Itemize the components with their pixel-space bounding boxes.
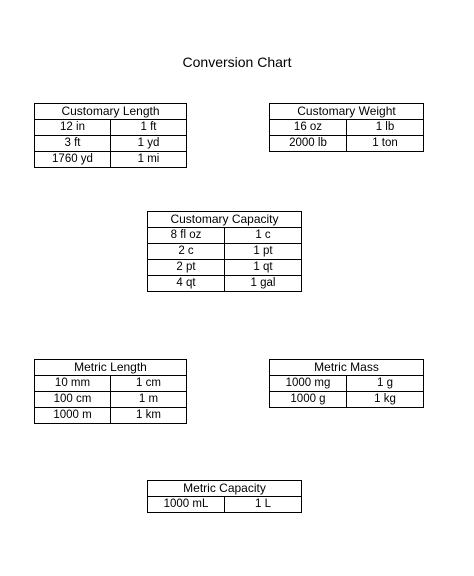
table-row (148, 276, 302, 292)
table-row (35, 120, 187, 136)
table-title: Metric Mass (270, 360, 424, 376)
table-row (35, 152, 187, 168)
from-unit-cell: 2 pt (148, 260, 225, 276)
to-unit-cell: 1 pt (225, 244, 302, 260)
customary-length-table (34, 103, 187, 168)
to-unit-cell: 1 c (225, 228, 302, 244)
from-unit-cell: 4 qt (148, 276, 225, 292)
from-unit-cell: 1760 yd (35, 152, 111, 168)
to-unit-cell: 1 L (225, 497, 302, 513)
to-unit-cell: 1 gal (225, 276, 302, 292)
from-unit-cell: 1000 g (270, 392, 347, 408)
to-unit-cell: 1 kg (347, 392, 424, 408)
from-unit-cell: 100 cm (35, 392, 111, 408)
to-unit-cell: 1 cm (111, 376, 187, 392)
to-unit-cell: 1 m (111, 392, 187, 408)
to-unit-cell: 1 yd (111, 136, 187, 152)
metric-length-table (34, 359, 187, 424)
from-unit-cell: 10 mm (35, 376, 111, 392)
table-title: Customary Capacity (148, 212, 302, 228)
page-title: Conversion Chart (182, 54, 292, 70)
table-row (148, 244, 302, 260)
from-unit-cell: 8 fl oz (148, 228, 225, 244)
to-unit-cell: 1 km (111, 408, 187, 424)
to-unit-cell: 1 ton (347, 136, 424, 152)
customary-weight-table (269, 103, 424, 152)
from-unit-cell: 2000 lb (270, 136, 347, 152)
metric-mass-table (269, 359, 424, 408)
from-unit-cell: 1000 mg (270, 376, 347, 392)
table-row (35, 136, 187, 152)
table-row (35, 392, 187, 408)
table-row (35, 376, 187, 392)
from-unit-cell: 2 c (148, 244, 225, 260)
to-unit-cell: 1 qt (225, 260, 302, 276)
from-unit-cell: 3 ft (35, 136, 111, 152)
table-row (270, 120, 424, 136)
table-row (148, 228, 302, 244)
from-unit-cell: 1000 mL (148, 497, 225, 513)
to-unit-cell: 1 lb (347, 120, 424, 136)
from-unit-cell: 1000 m (35, 408, 111, 424)
table-row (270, 136, 424, 152)
table-title: Customary Length (35, 104, 187, 120)
table-title: Customary Weight (270, 104, 424, 120)
to-unit-cell: 1 g (347, 376, 424, 392)
metric-capacity-table (147, 480, 302, 513)
to-unit-cell: 1 mi (111, 152, 187, 168)
table-title: Metric Length (35, 360, 187, 376)
to-unit-cell: 1 ft (111, 120, 187, 136)
table-row (35, 408, 187, 424)
customary-capacity-table (147, 211, 302, 292)
from-unit-cell: 16 oz (270, 120, 347, 136)
table-row (270, 376, 424, 392)
table-title: Metric Capacity (148, 481, 302, 497)
table-row (148, 497, 302, 513)
from-unit-cell: 12 in (35, 120, 111, 136)
table-row (270, 392, 424, 408)
table-row (148, 260, 302, 276)
